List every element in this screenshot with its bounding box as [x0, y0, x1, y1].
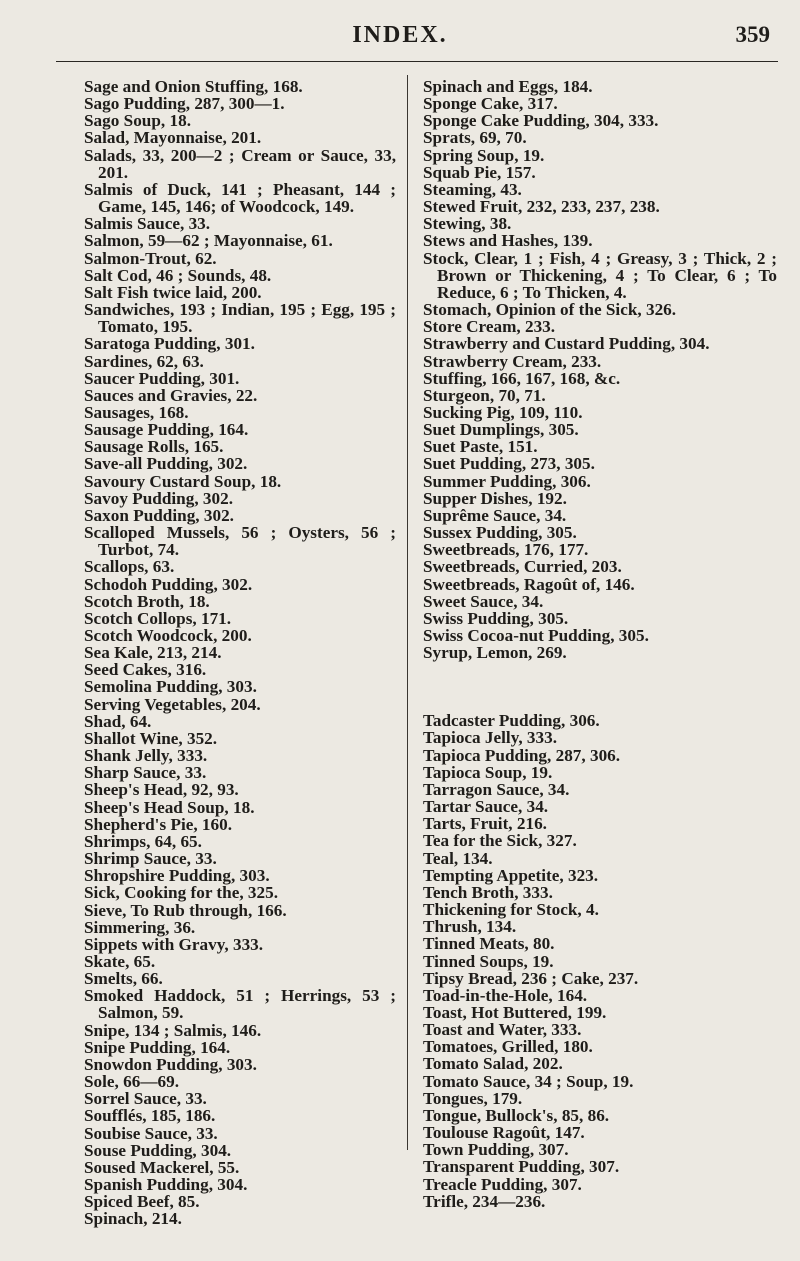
- index-entry: Suet Dumplings, 305.: [423, 420, 579, 440]
- section-gap: [423, 661, 777, 712]
- index-entry: Shropshire Pudding, 303.: [84, 866, 270, 886]
- index-entry: Scalloped Mussels, 56 ; Oysters, 56 ; Turbot, 74.: [84, 523, 396, 560]
- index-entry: Sago Pudding, 287, 300—1.: [84, 94, 285, 114]
- index-entry: Shrimps, 64, 65.: [84, 831, 202, 851]
- index-entry: Sago Soup, 18.: [84, 111, 191, 131]
- index-entry: Salmis Sauce, 33.: [84, 214, 211, 234]
- index-entry: Sussex Pudding, 305.: [423, 523, 577, 543]
- index-entry: Toulouse Ragoût, 147.: [423, 1123, 585, 1143]
- index-entry: Sprats, 69, 70.: [423, 128, 527, 148]
- index-entry: Snipe Pudding, 164.: [84, 1037, 231, 1057]
- index-entry: Syrup, Lemon, 269.: [423, 643, 567, 663]
- index-entry: Trifle, 234—236.: [423, 1191, 546, 1211]
- index-entry: Savoy Pudding, 302.: [84, 488, 234, 508]
- index-entry: Strawberry Cream, 233.: [423, 351, 602, 371]
- index-entry: Sausages, 168.: [84, 402, 189, 422]
- index-entry: Town Pudding, 307.: [423, 1140, 569, 1160]
- index-entry: Sweet Sauce, 34.: [423, 591, 544, 611]
- index-entry: Sippets with Gravy, 333.: [84, 934, 264, 954]
- index-entry: Scotch Broth, 18.: [84, 591, 210, 611]
- index-entry: Summer Pudding, 306.: [423, 471, 591, 491]
- index-entry: Tongue, Bullock's, 85, 86.: [423, 1105, 610, 1125]
- index-entry: Simmering, 36.: [84, 917, 196, 937]
- index-entry: Skate, 65.: [84, 951, 156, 971]
- index-entry: Swiss Pudding, 305.: [423, 608, 569, 628]
- index-entry: Shallot Wine, 352.: [84, 728, 218, 748]
- index-entry: Semolina Pudding, 303.: [84, 677, 257, 697]
- index-entry: Shrimp Sauce, 33.: [84, 849, 217, 869]
- index-column-right: [423, 78, 777, 1210]
- index-entry: Salads, 33, 200—2 ; Cream or Sauce, 33, 201.: [84, 145, 396, 182]
- index-entry: Tapioca Pudding, 287, 306.: [423, 745, 621, 765]
- index-entry: Salmis of Duck, 141 ; Pheasant, 144 ; Game, 145, 146; of Woodcock, 149.: [84, 179, 396, 217]
- index-entry: Tench Broth, 333.: [423, 882, 553, 902]
- index-entry: Sturgeon, 70, 71.: [423, 385, 546, 405]
- index-entry: Spanish Pudding, 304.: [84, 1175, 248, 1194]
- index-entry: Suet Paste, 151.: [423, 437, 538, 457]
- index-entry: Shad, 64.: [84, 711, 152, 731]
- index-entry: Shank Jelly, 333.: [84, 746, 208, 766]
- index-entry: Snipe, 134 ; Salmis, 146.: [84, 1020, 262, 1040]
- index-entry: Sheep's Head, 92, 93.: [84, 780, 239, 800]
- index-entry: Soubise Sauce, 33.: [84, 1123, 218, 1143]
- index-entry: Sole, 66—69.: [84, 1072, 180, 1092]
- index-entry: Tipsy Bread, 236 ; Cake, 237.: [423, 968, 639, 988]
- index-entry: Sausage Rolls, 165.: [84, 437, 224, 457]
- index-entry: Sorrel Sauce, 33.: [84, 1089, 207, 1109]
- index-entry: Smelts, 66.: [84, 969, 163, 989]
- index-entry: Smoked Haddock, 51 ; Herrings, 53 ; Salmon, 59.: [84, 986, 396, 1023]
- index-entry: Tempting Appetite, 323.: [423, 865, 599, 885]
- index-entry: Sweetbreads, Curried, 203.: [423, 557, 622, 577]
- index-entry: Thrush, 134.: [423, 917, 517, 937]
- index-entry: Salad, Mayonnaise, 201.: [84, 128, 262, 148]
- page-title: INDEX.: [352, 22, 448, 48]
- index-column-left: [84, 78, 396, 1227]
- index-entry: Sandwiches, 193 ; Indian, 195 ; Egg, 195 ; Tomato, 195.: [84, 300, 396, 337]
- index-entry: Stomach, Opinion of the Sick, 326.: [423, 300, 677, 320]
- index-entry: Stewing, 38.: [423, 214, 512, 234]
- index-entry: Saratoga Pudding, 301.: [84, 334, 255, 354]
- index-entry: Stewed Fruit, 232, 233, 237, 238.: [423, 197, 660, 217]
- index-entry: Supper Dishes, 192.: [423, 488, 567, 508]
- page-number: 359: [735, 22, 770, 47]
- index-entry: Tinned Meats, 80.: [423, 934, 555, 954]
- index-entry: Stuffing, 166, 167, 168, &c.: [423, 368, 621, 388]
- index-entry: Toast, Hot Buttered, 199.: [423, 1002, 607, 1022]
- index-entry: Shepherd's Pie, 160.: [84, 814, 233, 834]
- index-entry: Snowdon Pudding, 303.: [84, 1054, 257, 1074]
- index-entry: Tapioca Jelly, 333.: [423, 728, 558, 748]
- index-entry: Transparent Pudding, 307.: [423, 1157, 620, 1177]
- index-entry: Saxon Pudding, 302.: [84, 505, 234, 525]
- index-entry: Store Cream, 233.: [423, 317, 556, 337]
- index-entry: Tongues, 179.: [423, 1088, 523, 1108]
- index-entry: Sucking Pig, 109, 110.: [423, 402, 583, 422]
- index-entry: Tomatoes, Grilled, 180.: [423, 1037, 593, 1057]
- index-entry: Salt Fish twice laid, 200.: [84, 282, 262, 302]
- index-entry: Swiss Cocoa-nut Pudding, 305.: [423, 626, 649, 645]
- index-entry: Scotch Collops, 171.: [84, 608, 232, 628]
- index-entry: Sage and Onion Stuffing, 168.: [84, 77, 303, 96]
- index-entry: Sweetbreads, 176, 177.: [423, 540, 589, 560]
- index-entry: Schodoh Pudding, 302.: [84, 574, 253, 594]
- index-entry: Spinach and Eggs, 184.: [423, 77, 593, 96]
- index-entry: Spring Soup, 19.: [423, 145, 545, 165]
- index-entry: Salmon-Trout, 62.: [84, 248, 217, 268]
- index-entry: Toad-in-the-Hole, 164.: [423, 985, 588, 1005]
- index-entry: Sick, Cooking for the, 325.: [84, 883, 279, 903]
- index-entry: Soused Mackerel, 55.: [84, 1157, 240, 1177]
- index-entry: Tomato Salad, 202.: [423, 1054, 563, 1074]
- index-entry: Spiced Beef, 85.: [84, 1192, 200, 1212]
- index-entry: Salmon, 59—62 ; Mayonnaise, 61.: [84, 231, 333, 251]
- index-entry: Stews and Hashes, 139.: [423, 231, 593, 251]
- index-entry: Salt Cod, 46 ; Sounds, 48.: [84, 265, 272, 285]
- index-entry: Soufflés, 185, 186.: [84, 1106, 216, 1126]
- index-entry: Spinach, 214.: [84, 1209, 182, 1229]
- index-entry: Sea Kale, 213, 214.: [84, 643, 222, 663]
- index-entry: Steaming, 43.: [423, 179, 522, 199]
- index-entry: Treacle Pudding, 307.: [423, 1174, 582, 1194]
- index-entry: Seed Cakes, 316.: [84, 660, 207, 680]
- column-divider: [407, 75, 408, 1150]
- index-entry: Tea for the Sick, 327.: [423, 831, 577, 851]
- index-entry: Strawberry and Custard Pudding, 304.: [423, 334, 710, 354]
- index-entry: Suprême Sauce, 34.: [423, 505, 567, 525]
- index-entry: Tapioca Soup, 19.: [423, 762, 553, 782]
- index-entry: Sausage Pudding, 164.: [84, 420, 249, 440]
- index-entry: Sieve, To Rub through, 166.: [84, 900, 287, 920]
- index-entry: Thickening for Stock, 4.: [423, 900, 599, 920]
- index-entry: Teal, 134.: [423, 848, 493, 868]
- index-entry: Stock, Clear, 1 ; Fish, 4 ; Greasy, 3 ; Thick, 2 ; Brown or Thickening, 4 ; To Clear, 6 ; To Reduce, 6 ; To Thicken, 4.: [423, 248, 777, 302]
- index-entry: Scotch Woodcock, 200.: [84, 626, 252, 645]
- index-entry: Sweetbreads, Ragoût of, 146.: [423, 574, 635, 594]
- index-entry: Serving Vegetables, 204.: [84, 694, 261, 714]
- index-entry: Scallops, 63.: [84, 557, 175, 577]
- index-entry: Squab Pie, 157.: [423, 162, 536, 182]
- index-entry: Save-all Pudding, 302.: [84, 454, 248, 474]
- header-rule: [56, 61, 778, 62]
- index-entry: Sharp Sauce, 33.: [84, 763, 207, 783]
- index-entry: Tinned Soups, 19.: [423, 951, 554, 971]
- index-entry: Souse Pudding, 304.: [84, 1140, 232, 1160]
- index-entry: Suet Pudding, 273, 305.: [423, 454, 595, 474]
- index-entry: Sheep's Head Soup, 18.: [84, 797, 255, 817]
- index-entry: Savoury Custard Soup, 18.: [84, 471, 282, 491]
- index-entry: Tarts, Fruit, 216.: [423, 814, 547, 834]
- index-entry: Tadcaster Pudding, 306.: [423, 711, 600, 731]
- index-entry: Sardines, 62, 63.: [84, 351, 204, 371]
- index-entry: Saucer Pudding, 301.: [84, 368, 240, 388]
- index-entry: Sauces and Gravies, 22.: [84, 385, 258, 405]
- page-header: [0, 22, 800, 62]
- index-entry: Tarragon Sauce, 34.: [423, 779, 570, 799]
- index-entry: Toast and Water, 333.: [423, 1020, 582, 1040]
- index-entry: Sponge Cake, 317.: [423, 94, 558, 114]
- index-entry: Sponge Cake Pudding, 304, 333.: [423, 111, 659, 131]
- index-entry: Tartar Sauce, 34.: [423, 797, 549, 817]
- index-entry: Tomato Sauce, 34 ; Soup, 19.: [423, 1071, 634, 1091]
